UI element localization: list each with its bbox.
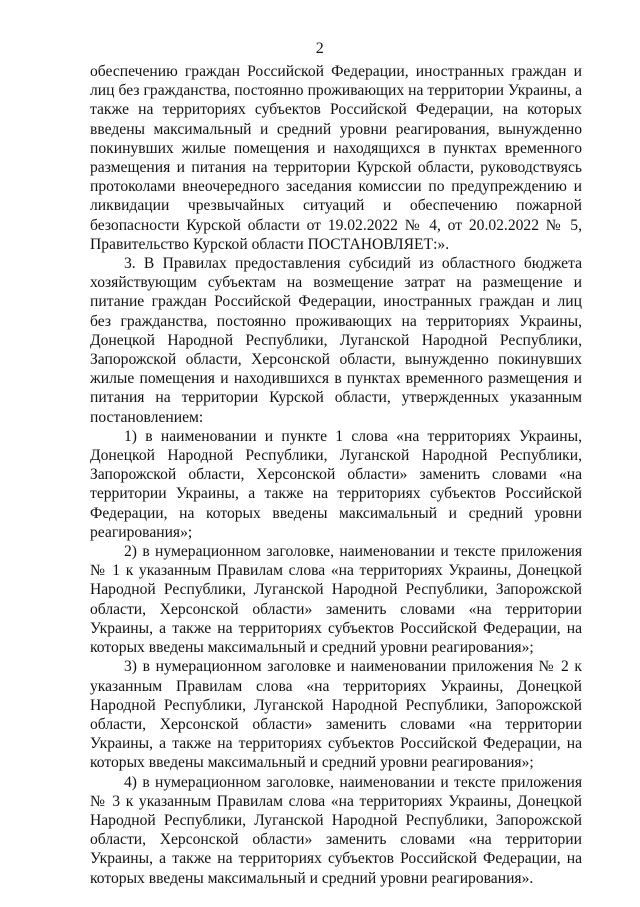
paragraph-subitem-2: 2) в нумерационном заголовке, наименовании и тексте приложения № 1 к указанным Правилам слова «на территориях Украины, Донецкой Народной Республики, Луганской Народной Республики, Запорожской области, Херсонской области» заменить словами «на территории Украины, а также на территориях субъектов Российской Федерации, на которых введены максимальный и средний уровни реагирования»; [90, 543, 582, 657]
page-number: 2 [315, 40, 325, 57]
document-body [90, 62, 582, 888]
paragraph-subitem-1: 1) в наименовании и пункте 1 слова «на территориях Украины, Донецкой Народной Республики, Луганской Народной Республики, Запорожской области, Херсонской области» заменить словами «на территории Украины, а также на территориях субъектов Российской Федерации, на которых введены максимальный и средний уровни реагирования»; [90, 427, 582, 541]
paragraph-item-3: 3. В Правилах предоставления субсидий из областного бюджета хозяйствующим субъектам на возмещение затрат на размещение и питание граждан Российской Федерации, иностранных граждан и лиц без гражданства, постоянно проживающих на территориях Украины, Донецкой Народной Республики, Луганской Народной Республики, Запорожской области, Херсонской области, вынужденно покинувших жилые помещения и находившихся в пунктах временного размещения и питания на территории Курской области, утвержденных указанным постановлением: [90, 255, 582, 426]
paragraph-continuation: обеспечению граждан Российской Федерации, иностранных граждан и лиц без гражданства, постоянно проживающих на территории Украины, а также на территориях субъектов Российской Федерации, на которых введены максимальный и средний уровни реагирования, вынужденно покинувших жилые помещения и находящихся в пунктах временного размещения и питания на территории Курской области, руководствуясь протоколами внеочередного заседания комиссии по предупреждению и ликвидации чрезвычайных ситуаций и обеспечению пожарной безопасности Курской области от 19.02.2022 № 4, от 20.02.2022 № 5, Правительство Курской области ПОСТАНОВЛЯЕТ:». [90, 63, 582, 253]
paragraph-subitem-3: 3) в нумерационном заголовке и наименовании приложения № 2 к указанным Правилам слова «на территориях Украины, Донецкой Народной Республики, Луганской Народной Республики, Запорожской области, Херсонской области» заменить словами «на территории Украины, а также на территориях субъектов Российской Федерации, на которых введены максимальный и средний уровни реагирования»; [90, 658, 582, 772]
paragraph-subitem-4: 4) в нумерационном заголовке, наименовании и тексте приложения № 3 к указанным Правилам слова «на территориях Украины, Донецкой Народной Республики, Луганской Народной Республики, Запорожской области, Херсонской области» заменить словами «на территории Украины, а также на территориях субъектов Российской Федерации, на которых введены максимальный и средний уровни реагирования». [90, 773, 582, 887]
